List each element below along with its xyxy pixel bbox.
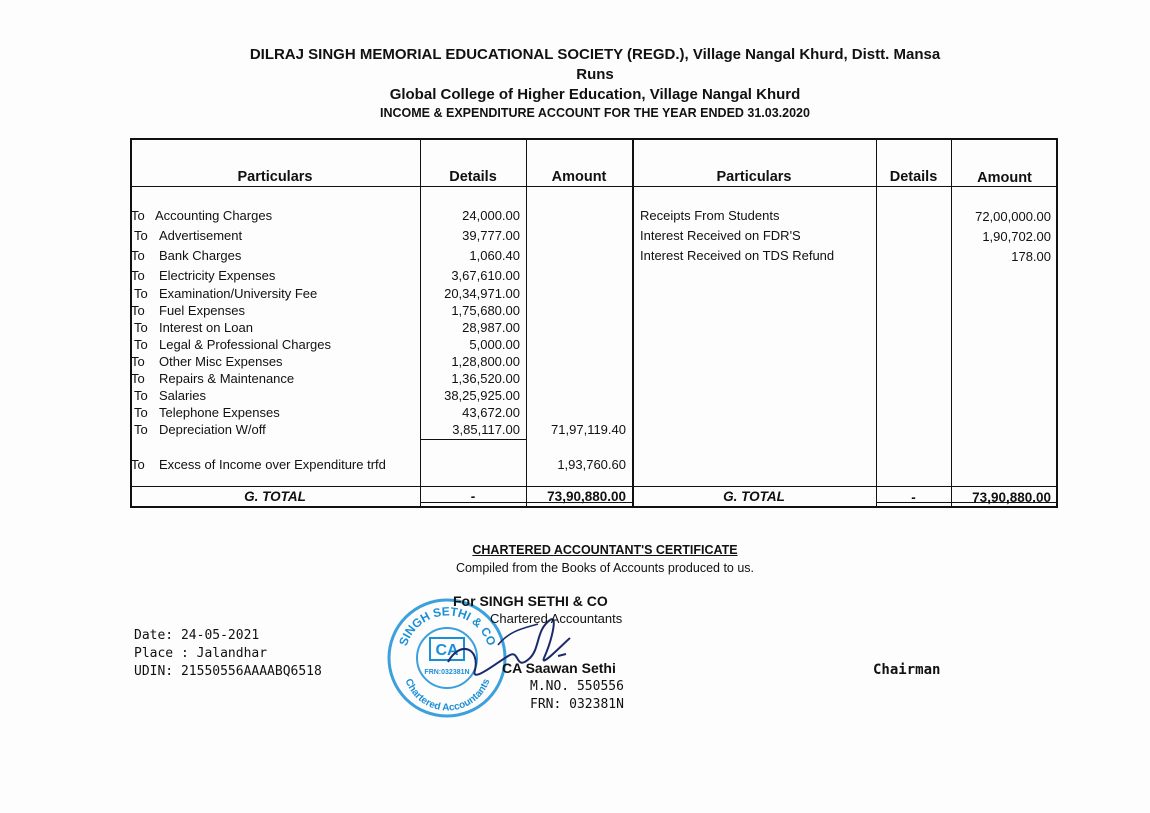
expense-details: 1,75,680.00 (451, 303, 520, 318)
udin-text: UDIN: 21550556AAAABQ6518 (134, 664, 322, 679)
header-details-right: Details (889, 169, 938, 185)
stamp-frn-text: FRN:032381N (424, 669, 470, 676)
expense-prefix: To (131, 354, 145, 369)
grand-total-amount-left: 73,90,880.00 (547, 489, 626, 504)
expense-details: 3,85,117.00 (452, 422, 520, 437)
expense-details: 39,777.00 (462, 228, 520, 243)
expense-prefix: To (131, 371, 145, 386)
excess-label: Excess of Income over Expenditure trfd (159, 457, 386, 472)
expense-label: Legal & Professional Charges (159, 337, 331, 352)
stamp-center-text: CA (435, 642, 459, 659)
expense-prefix: To (134, 320, 148, 335)
income-label: Interest Received on FDR'S (640, 228, 801, 243)
expense-details: 38,25,925.00 (444, 388, 520, 403)
expense-prefix: To (134, 337, 148, 352)
date-text: Date: 24-05-2021 (134, 628, 260, 643)
grand-total-label-right: G. TOTAL (723, 489, 785, 504)
expense-prefix: To (131, 208, 145, 223)
chairman-label: Chairman (873, 662, 941, 678)
expense-label: Fuel Expenses (159, 303, 245, 318)
expense-details: 43,672.00 (462, 405, 520, 420)
grand-total-amount-right: 73,90,880.00 (972, 490, 1051, 505)
income-amount: 1,90,702.00 (982, 229, 1051, 244)
date-place-udin (134, 627, 322, 681)
expense-prefix: To (134, 286, 148, 301)
expense-label: Other Misc Expenses (159, 354, 283, 369)
firm-registration-number: FRN: 032381N (530, 697, 624, 712)
stamp-top-text: SINGH SETHI & CO (396, 604, 499, 648)
expense-label: Advertisement (159, 228, 243, 243)
expense-label: Electricity Expenses (159, 268, 276, 283)
expense-label: Examination/University Fee (159, 286, 318, 301)
expense-prefix: To (134, 228, 148, 243)
header-details-left: Details (449, 169, 497, 185)
header-particulars-left: Particulars (237, 169, 313, 185)
excess-amount: 1,93,760.60 (557, 457, 626, 472)
expense-prefix: To (134, 405, 148, 420)
place-text: Place : Jalandhar (134, 646, 268, 661)
expenditure-subtotal: 71,97,119.40 (551, 422, 626, 437)
firm-name: For SINGH SETHI & CO (453, 593, 608, 609)
expense-details: 1,36,520.00 (451, 371, 520, 386)
income-amount: 178.00 (1011, 249, 1051, 264)
header-amount-right: Amount (977, 170, 1032, 186)
income-label: Receipts From Students (640, 208, 780, 223)
statement-title: INCOME & EXPENDITURE ACCOUNT FOR THE YEAR ENDED 31.03.2020 (380, 106, 810, 120)
signatory-name: CA Saawan Sethi (502, 660, 616, 676)
expense-label: Interest on Loan (159, 320, 253, 335)
expense-prefix: To (131, 248, 145, 263)
header-amount-left: Amount (551, 169, 607, 185)
expense-details: 1,060.40 (469, 248, 520, 263)
grand-total-details-left: - (470, 489, 476, 504)
expense-label: Depreciation W/off (159, 422, 266, 437)
grand-total-label-left: G. TOTAL (244, 489, 306, 504)
firm-type: Chartered Accountants (490, 611, 623, 626)
certificate-subtitle: Compiled from the Books of Accounts produced to us. (455, 561, 755, 575)
expense-prefix: To (134, 388, 148, 403)
runs-label: Runs (576, 66, 614, 83)
expense-details: 28,987.00 (462, 320, 520, 335)
income-amount: 72,00,000.00 (975, 209, 1051, 224)
excess-prefix: To (131, 457, 145, 472)
expense-label: Repairs & Maintenance (159, 371, 295, 386)
expense-details: 24,000.00 (462, 208, 520, 223)
certificate-title: CHARTERED ACCOUNTANT'S CERTIFICATE (472, 543, 738, 557)
income-expenditure-table (130, 138, 1058, 508)
expense-prefix: To (131, 303, 145, 318)
expense-details: 3,67,610.00 (451, 268, 520, 283)
expense-label: Accounting Charges (155, 208, 273, 223)
expense-details: 1,28,800.00 (451, 354, 520, 369)
membership-number: M.NO. 550556 (530, 679, 624, 694)
expense-prefix: To (131, 268, 145, 283)
stamp-bottom-text: Chartered Accountants (402, 677, 493, 714)
expense-details: 5,000.00 (469, 337, 520, 352)
expense-label: Telephone Expenses (159, 405, 280, 420)
society-title: DILRAJ SINGH MEMORIAL EDUCATIONAL SOCIETY (REGD.), Village Nangal Khurd, Distt. Mansa (249, 46, 941, 63)
income-label: Interest Received on TDS Refund (640, 248, 835, 263)
expense-details: 20,34,971.00 (444, 286, 520, 301)
expense-label: Bank Charges (159, 248, 242, 263)
header-particulars-right: Particulars (716, 169, 792, 185)
expense-prefix: To (134, 422, 148, 437)
grand-total-details-right: - (911, 490, 916, 505)
expense-label: Salaries (159, 388, 206, 403)
college-title: Global College of Higher Education, Village Nangal Khurd (389, 86, 801, 103)
